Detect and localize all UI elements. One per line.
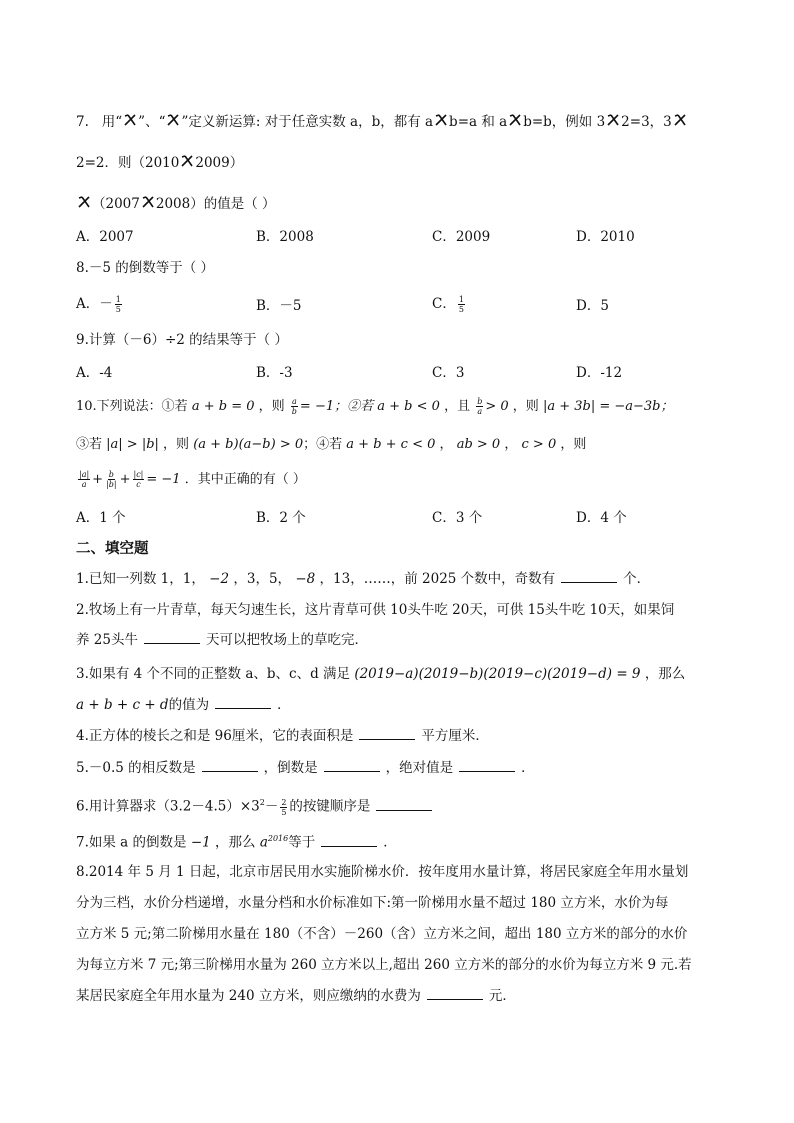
q9-option-b: B．-3: [256, 365, 293, 381]
answer-blank[interactable]: [376, 797, 432, 811]
answer-blank[interactable]: [202, 758, 258, 772]
q7-line3: （2007 2008）的值是（ ）: [76, 194, 754, 214]
fraction: $\frac{1}{5}$: [115, 295, 121, 314]
custom-operator-icon: [434, 113, 448, 127]
answer-blank[interactable]: [359, 726, 415, 740]
fill-q4: 4.正方体的棱长之和是 96厘米，它的表面积是 平方厘米．: [76, 728, 489, 744]
fill-q3-line1: 3.如果有 4 个不同的正整数 a、b、c、d 满足 (2019−a)(2019−b)(2019−c)(2019−d) = 9 ，那么: [76, 666, 686, 682]
q9-option-a: A．-4: [76, 365, 113, 381]
custom-operator-icon: [180, 154, 194, 168]
answer-blank[interactable]: [144, 630, 200, 644]
custom-operator-icon: [77, 195, 91, 209]
fill-q2-line1: 2.牧场上有一片青草，每天匀速生长，这片青草可供 10头牛吃 20天，可供 15头牛吃 10天，如果饲: [76, 602, 675, 618]
answer-blank[interactable]: [459, 758, 515, 772]
fraction: $\frac{b}{a}$: [477, 397, 483, 416]
answer-blank[interactable]: [324, 758, 380, 772]
answer-blank[interactable]: [427, 986, 483, 1000]
fill-q3-line2: a + b + c + d的值为 ．: [76, 697, 291, 713]
q7-option-c: C．2009: [432, 229, 491, 245]
q8-option-d: D．5: [576, 298, 609, 314]
fill-q1: 1.已知一列数 1，1， −2 ，3，5， −8 ，13，……，前 2025 个数中，奇数有 个．: [76, 571, 651, 587]
fraction: $\frac{b}{|b|}$: [106, 470, 117, 489]
q9-option-d: D．-12: [576, 365, 623, 381]
q10-line3: $\frac{|a|}{a}$ + $\frac{b}{|b|}$ + $\frac{|c|}{c}$ = −1 ．其中正确的有（ ）: [79, 470, 306, 489]
custom-operator-icon: [166, 113, 180, 127]
fill-q8-line1: 8.2014 年 5 月 1 日起，北京市居民用水实施阶梯水价．按年度用水量计算，将居民家庭全年用水量划: [76, 864, 689, 880]
q8-stem: 8.－5 的倒数等于（ ）: [76, 260, 215, 276]
fraction: $\frac{|c|}{c}$: [133, 470, 144, 489]
answer-blank[interactable]: [321, 833, 377, 847]
fraction: $\frac{a}{b}$: [291, 397, 297, 416]
fraction: $\frac{2}{5}$: [281, 797, 287, 817]
fill-q8-line4: 为每立方米 7 元;第三阶梯用水量为 260 立方米以上,超出 260 立方米的部分的水价为每立方米 9 元.若: [76, 957, 692, 973]
q10-option-b: B．2 个: [256, 510, 306, 526]
q7-option-b: B．2008: [256, 229, 314, 245]
q7-option-d: D．2010: [576, 229, 635, 245]
fill-q8-line3: 立方米 5 元;第二阶梯用水量在 180（不含）－260（含）立方米之间，超出 180 立方米的部分的水价: [76, 926, 688, 942]
q10-option-a: A．1 个: [76, 510, 126, 526]
q7-line1: 7. 用“ ”、“ ”定义新运算: 对于任意实数 a，b，都有 a b=a 和 a b=b，例如 3 2=3，3: [76, 112, 754, 132]
q9-stem: 9.计算（－6）÷2 的结果等于（ ）: [76, 332, 288, 348]
q10-option-c: C．3 个: [432, 510, 483, 526]
custom-operator-icon: [123, 113, 137, 127]
custom-operator-icon: [673, 113, 687, 127]
fraction: $\frac{1}{5}$: [458, 295, 464, 314]
q10-line1: 10.下列说法：①若 a + b = 0 ，则 $\frac{a}{b}$ = −1；②若 a + b < 0 ，且 $\frac{b}{a}$ > 0 ，则 |a + 3b| = −a−3b；: [76, 397, 674, 416]
answer-blank[interactable]: [215, 695, 271, 709]
q8-option-c: C． $\frac{1}{5}$: [432, 295, 464, 314]
section-heading: 二、填空题: [76, 541, 149, 557]
fill-q8-line5: 某居民家庭全年用水量为 240 立方米，则应缴纳的水费为 元．: [76, 988, 516, 1004]
custom-operator-icon: [508, 113, 522, 127]
fill-q6: 6.用计算器求$(3.2-4.5)\times 3^2-$ $\frac{2}{5}$ 的按键顺序是: [76, 793, 754, 817]
custom-operator-icon: [141, 195, 155, 209]
q10-option-d: D．4 个: [576, 510, 627, 526]
q9-option-c: C．3: [432, 365, 465, 381]
fill-q8-line2: 分为三档，水价分档递增，水量分档和水价标准如下:第一阶梯用水量不超过 180 立方米，水价为每: [76, 895, 669, 911]
q7-option-a: A．2007: [76, 229, 134, 245]
fill-q5: 5.－0.5 的相反数是 ，倒数是 ，绝对值是 ．: [76, 760, 535, 776]
q10-line2: ③若 |a| > |b| ，则 (a + b)(a−b) > 0；④若 a + b + c < 0 ， ab > 0 ， c > 0 ，则: [76, 437, 587, 452]
fraction: $\frac{|a|}{a}$: [79, 470, 90, 489]
fill-q7: 7.如果 a 的倒数是 −1 ，那么 $a^{2016}$等于 ．: [76, 834, 397, 851]
q8-option-b: B．－5: [256, 298, 302, 314]
q8-option-a: A．－ $\frac{1}{5}$: [76, 295, 121, 314]
q7-line2: 2=2．则（2010 2009）: [76, 155, 244, 171]
fill-q2-line2: 养 25头牛 天可以把牧场上的草吃完．: [76, 632, 368, 648]
custom-operator-icon: [606, 113, 620, 127]
answer-blank[interactable]: [561, 569, 617, 583]
